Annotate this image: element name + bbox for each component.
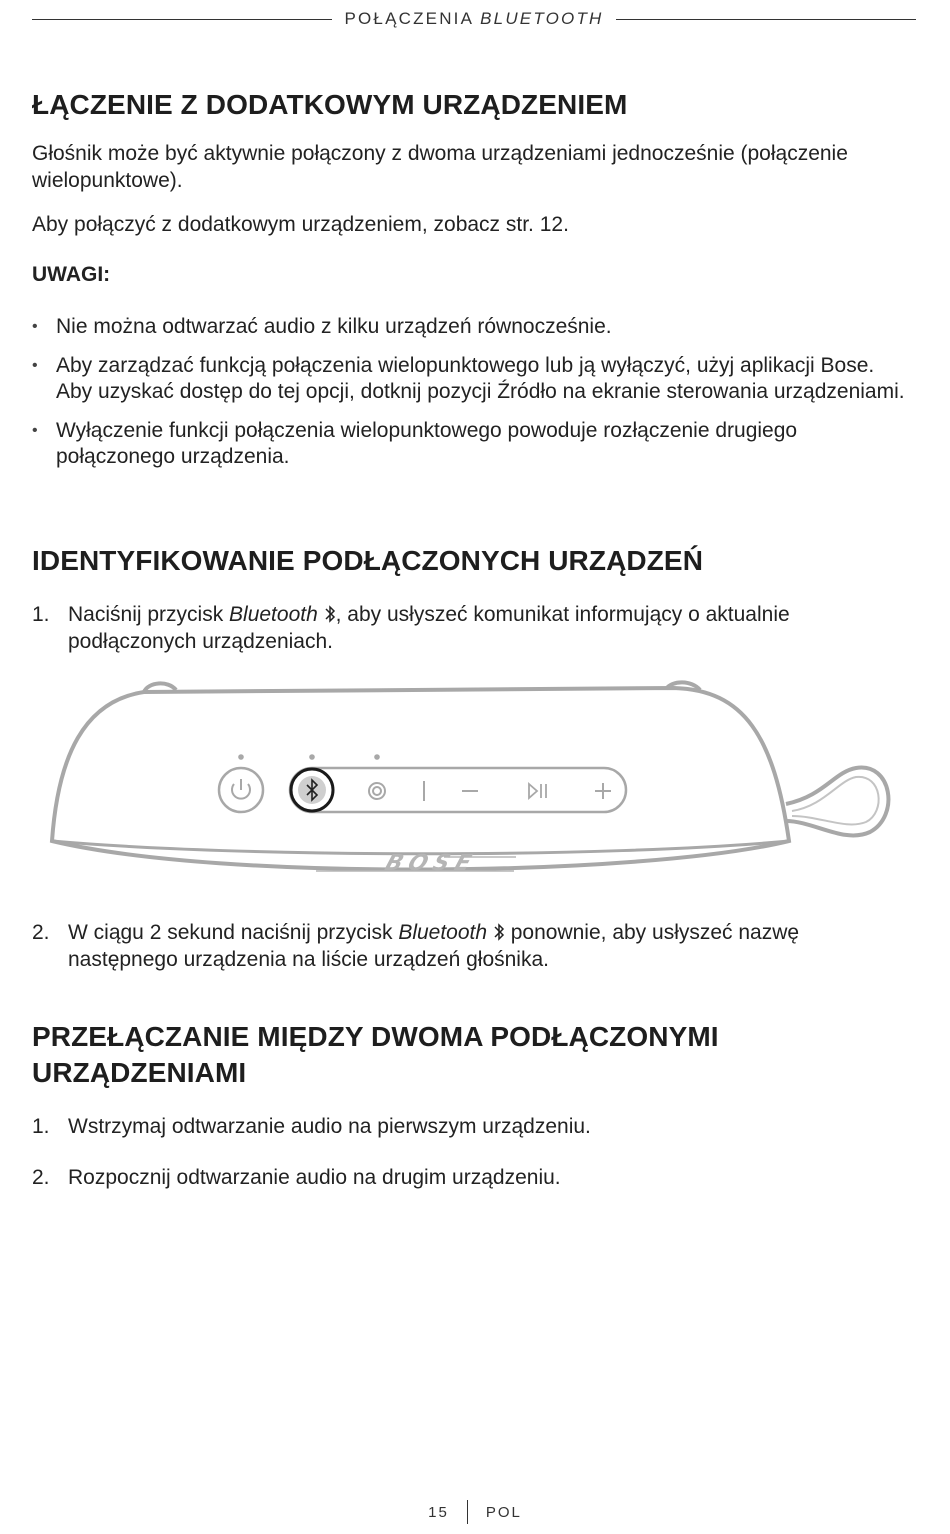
indicator-dot (238, 754, 244, 760)
page-number: 15 (428, 1503, 449, 1521)
multipoint-paragraph: Głośnik może być aktywnie połączony z dwoma urządzeniami jednocześnie (połączenie wielopunktowe). (32, 142, 848, 192)
identify-steps-1 (32, 602, 912, 655)
bluetooth-icon (324, 604, 336, 624)
page-footer (0, 1500, 950, 1524)
header-rule-right (616, 19, 916, 20)
step-number: 1. (32, 603, 50, 626)
step-number: 1. (32, 1115, 50, 1138)
step-number: 2. (32, 921, 50, 944)
step-item: 2. Rozpocznij odtwarzanie audio na drugim urządzeniu. (32, 1165, 912, 1192)
identify-steps-2 (32, 920, 912, 973)
section-heading-switching: PRZEŁĄCZANIE MIĘDZY DWOMA PODŁĄCZONYMI URZĄDZENIAMI (32, 1021, 719, 1088)
step-item: 1. Wstrzymaj odtwarzanie audio na pierwszym urządzeniu. (32, 1114, 912, 1141)
step-number: 2. (32, 1165, 50, 1189)
section-heading-additional-device: ŁĄCZENIE Z DODATKOWYM URZĄDZENIEM (32, 89, 628, 120)
bluetooth-icon (493, 922, 505, 942)
speaker-illustration (44, 676, 904, 891)
footer-separator (467, 1500, 468, 1524)
section-heading-identify-devices: IDENTYFIKOWANIE PODŁĄCZONYCH URZĄDZEŃ (32, 545, 704, 576)
running-header (32, 6, 916, 32)
step-item: 1. Naciśnij przycisk Bluetooth , aby usłyszeć komunikat informujący o aktualnie podłączonych urządzeniach. (32, 603, 790, 653)
note-item: • Aby zarządzać funkcją połączenia wielopunktowego lub ją wyłączyć, użyj aplikacji Bose. Aby uzyskać dostęp do tej opcji, dotknij pozycji Źródło na ekranie sterowania urządzeniami. (32, 353, 912, 406)
note-item: • Wyłączenie funkcji połączenia wielopunktowego powoduje rozłączenie drugiego połączonego urządzenia. (32, 418, 912, 471)
indicator-dot (374, 754, 380, 760)
indicator-dot (309, 754, 315, 760)
notes-label: UWAGI: (32, 263, 111, 286)
note-item: • Nie można odtwarzać audio z kilku urządzeń równocześnie. (32, 314, 912, 341)
connect-reference-paragraph: Aby połączyć z dodatkowym urządzeniem, zobacz str. 12. (32, 213, 569, 236)
step-item: 2. W ciągu 2 sekund naciśnij przycisk Bluetooth ponownie, aby usłyszeć nazwę następnego urządzenia na liście urządzeń głośnika. (32, 921, 800, 971)
notes-list (32, 314, 912, 483)
switching-steps (32, 1114, 912, 1191)
header-title: POŁĄCZENIA BLUETOOTH (344, 9, 604, 28)
svg-text:BOSE: BOSE (381, 850, 481, 876)
header-rule-left (32, 19, 332, 20)
language-code: POL (485, 1503, 522, 1521)
